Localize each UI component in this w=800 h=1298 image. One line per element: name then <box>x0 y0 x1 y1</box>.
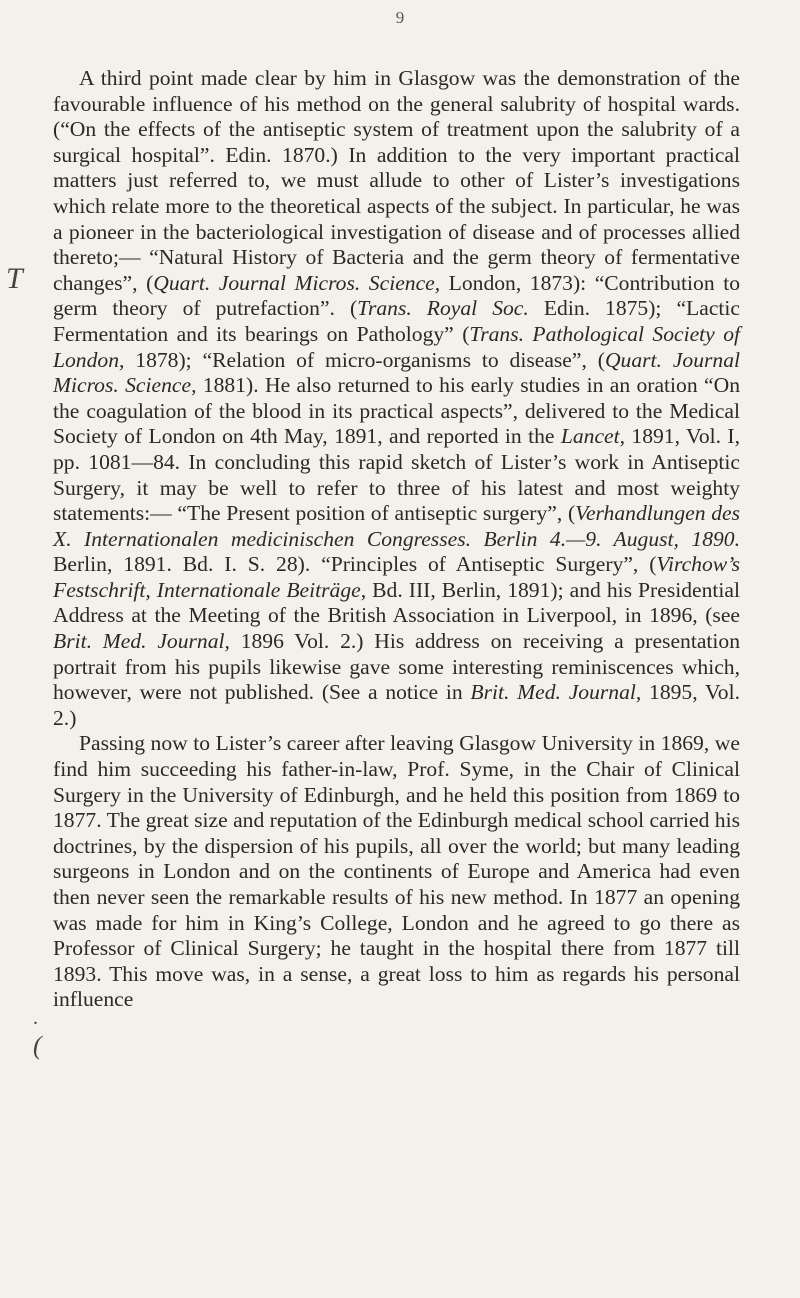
margin-mark-t: T <box>6 262 23 295</box>
citation-trans-royal-soc: Trans. Royal Soc. <box>357 296 529 321</box>
body-text <box>53 66 740 1013</box>
paragraph-1 <box>53 66 740 731</box>
text-span: 1896 Vol. 2.) His address on receiving a presentation portrait from his pupils likewise gave some interesting reminiscences which, however, were not published. (See a notice in <box>53 629 741 705</box>
citation-lancet: Lancet, <box>560 424 626 449</box>
text-span: 1895, Vol. 2.) <box>53 680 740 730</box>
paragraph-2: Passing now to Lister’s career after leaving Glasgow University in 1869, we find him succeeding his father-in-law, Prof. Syme, in the Chair of Clinical Surgery in the University of Edinburgh, and he held this position from 1869 to 1877. The great size and reputation of the Edinburgh medical school carried his doctrines, by the dispersion of his pupils, all over the world; but many leading surgeons in London and on the continents of Europe and America had even then never seen the remarkable results of his new method. In 1877 an opening was made for him in King’s College, London and he agreed to go there as Professor of Clinical Surgery; he taught in the hospital there from 1877 till 1893. This move was, in a sense, a great loss to him as regards his personal influence <box>53 731 740 1012</box>
citation-verhandlungen: Verhandlungen des X. Internationalen medicinischen Congresses. Berlin 4.—9. August, 1890. <box>53 501 740 551</box>
text-span: 1891, Vol. I, pp. 1081—84. In concluding this rapid sketch of Lister’s work in Antiseptic Surgery, it may be well to refer to three of his latest and most weighty statements:— “The Present position of antiseptic surgery”, ( <box>53 424 740 526</box>
text-span: A third point made clear by him in Glasgow was the demonstration of the favourable influence of his method on the general salubrity of hospital wards. (“On the effects of the antiseptic system of treatment upon the salubrity of a surgical hospital”. Edin. 1870.) In addition to the very important practical matters just referred to, we must allude to other of Lister’s investigations which relate more to the theoretical aspects of the subject. In particular, he was a pioneer in the bacteriological investigation of disease and of processes allied thereto;— “Natural History of Bacteria and the germ theory of fermentative changes”, ( <box>53 66 740 295</box>
text-span: London, 1873): “Contribution to germ theory of putrefaction”. ( <box>53 270 740 321</box>
citation-quart-journal-micros-science: Quart. Journal Micros. Science, <box>153 270 441 295</box>
text-span: Bd. III, Berlin, 1891); and his Presidential Address at the Meeting of the British Association in Liverpool, in 1896, (see <box>53 577 740 628</box>
text-span: 1878); “Relation of micro-organisms to disease”, ( <box>124 347 605 372</box>
citation-virchows-festschrift: Virchow’s Festschrift, Internationale Beiträge, <box>53 552 740 602</box>
citation-quart-journal-micros-science-2: Quart. Journal Micros. Science, <box>53 347 740 398</box>
margin-mark-paren: ( <box>33 1031 42 1060</box>
text-span: 1881). He also returned to his early studies in an oration “On the coagulation of the blood in its practical aspects”, delivered to the Medical Society of London on 4th May, 1891, and reported in the <box>53 373 740 449</box>
margin-mark-dot: . <box>33 1007 38 1029</box>
page-number: 9 <box>395 8 405 27</box>
citation-brit-med-journal-2: Brit. Med. Journal, <box>470 680 642 705</box>
text-span: Edin. 1875); “Lactic Fermentation and its bearings on Pathology” ( <box>53 296 740 346</box>
text-span: Berlin, 1891. Bd. I. S. 28). “Principles of Antiseptic Surgery”, ( <box>53 552 657 577</box>
citation-trans-pathological-society: Trans. Pathological Society of London, <box>53 321 740 372</box>
citation-brit-med-journal: Brit. Med. Journal, <box>53 629 230 654</box>
